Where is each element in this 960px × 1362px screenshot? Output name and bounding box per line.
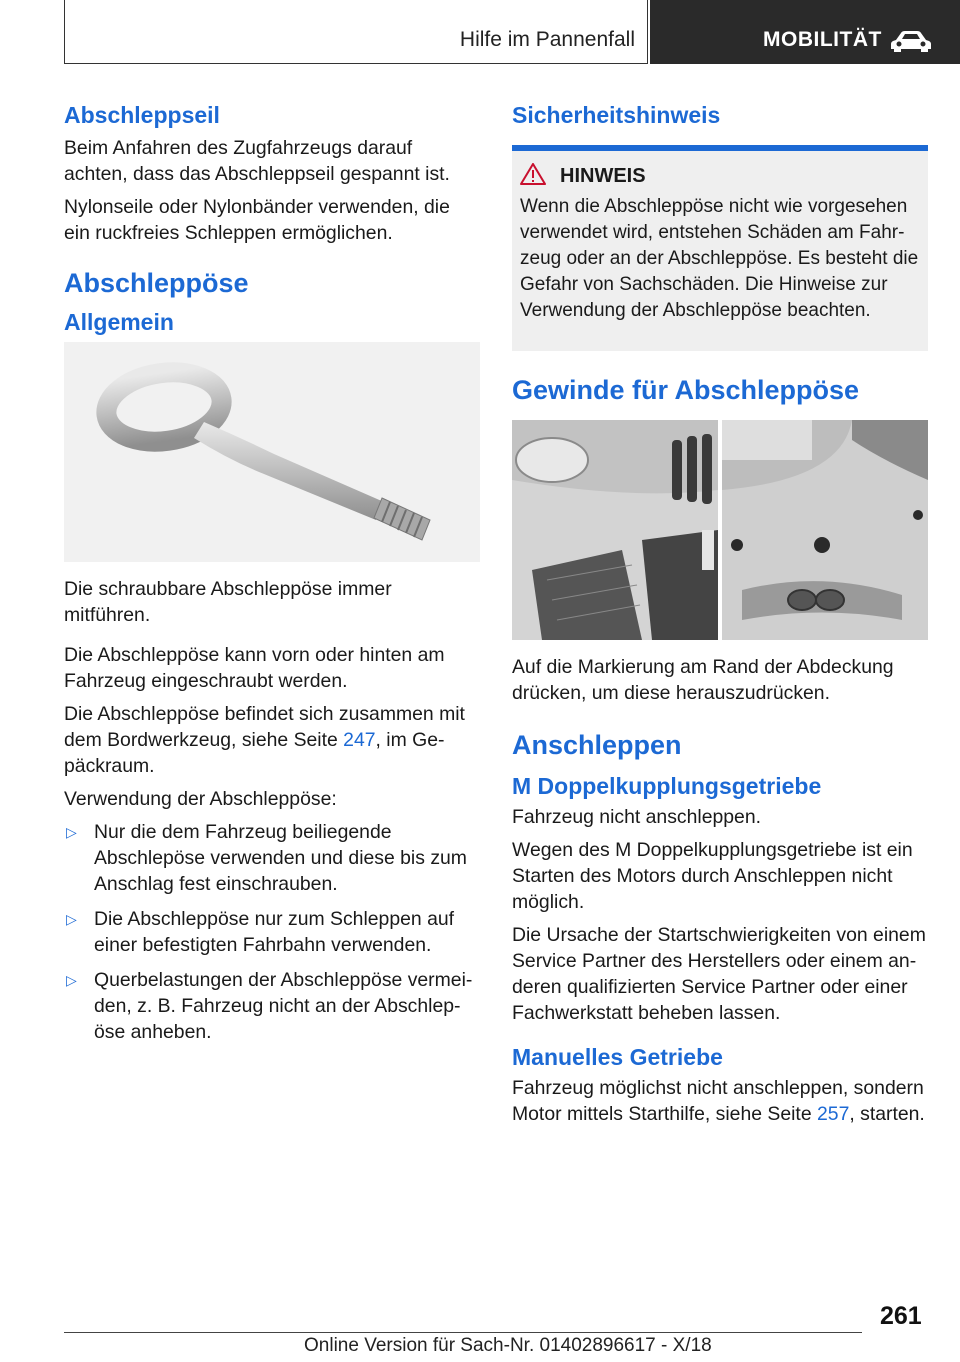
image-caption: Die schraubbare Abschleppöse immer mitführen. [64,578,392,626]
left-column [64,102,480,1054]
heading-abschleppoese: Abschleppöse [64,268,249,298]
header-section-box [64,0,648,64]
paragraph: Die Abschleppöse kann vorn oder hinten am Fahrzeug eingeschraubt werden. [64,644,445,692]
list-item: ▷ Querbelastungen der Abschleppöse vermeiden, z. B. Fahrzeug nicht an der Abschlepöse anheben. [66,969,473,1043]
notice-box [512,151,928,351]
heading-gewinde: Gewinde für Abschleppöse [512,375,860,405]
bullet-triangle-icon: ▷ [66,911,77,927]
paragraph: Wegen des M Doppelkupplungsgetriebe ist ein Starten des Motors durch Anschleppen nicht möglich. [512,839,913,913]
page-link-247[interactable]: 247 [343,729,376,751]
paragraph: Nylonseile oder Nylonbänder verwenden, die ein ruckfreies Schleppen ermöglichen. [64,196,450,244]
heading-abschleppseil: Abschleppseil [64,102,220,128]
paragraph: Fahrzeug nicht anschleppen. [512,806,762,828]
header-section-title: Hilfe im Pannenfall [459,28,635,51]
footer-rule [64,1332,862,1333]
paragraph: Beim Anfahren des Zugfahrzeugs darauf achten, dass das Abschleppseil gespannt ist. [64,137,450,185]
right-column [512,102,928,1134]
header-chapter-title: MOBILITÄT [763,28,882,51]
heading-m-doppelkupplungsgetriebe: M Doppelkupplungsgetriebe [512,773,822,799]
footer-version-text: Online Version für Sach-Nr. 01402896617 - X/18 [304,1335,712,1356]
bullet-triangle-icon: ▷ [66,824,77,840]
paragraph: Die Ursache der Startschwierigkeiten von einem Service Partner des Herstellers oder einem anderen qualifizierten Service Partner oder einer Fachwerkstatt beheben lassen. [512,924,926,1024]
warning-icon [520,163,546,185]
list-item: ▷ Die Abschleppöse nur zum Schleppen auf einer befestigten Fahrbahn verwenden. [66,908,455,956]
rear-bumper-photo [722,420,928,640]
front-bumper-photo [512,420,718,640]
page-number: 261 [880,1302,922,1330]
paragraph-with-link: Fahrzeug möglichst nicht anschleppen, sondern Motor mittels Starthilfe, siehe Seite 257, starten. [512,1077,925,1125]
page-link-257[interactable]: 257 [817,1103,850,1125]
notice-title: HINWEIS [560,165,920,188]
header-chapter-tab[interactable] [650,0,960,64]
tow-eye-illustration [64,342,480,562]
bullet-triangle-icon: ▷ [66,972,77,988]
heading-anschleppen: Anschleppen [512,730,682,760]
heading-allgemein: Allgemein [64,309,174,335]
paragraph: Verwendung der Abschleppöse: [64,788,337,810]
usage-list [64,819,480,1045]
paragraph-with-link: Die Abschleppöse befindet sich zusammen mit dem Bordwerkzeug, siehe Seite 247, im Gepäckraum. [64,703,465,777]
heading-manuelles-getriebe: Manuelles Getriebe [512,1044,723,1070]
car-icon [890,30,932,52]
heading-sicherheitshinweis: Sicherheitshinweis [512,102,721,128]
list-item: ▷ Nur die dem Fahrzeug beiliegende Abschlepöse verwenden und diese bis zum Anschlag fest einschrauben. [66,821,467,895]
notice-text: Wenn die Abschleppöse nicht wie vorgesehen verwendet wird, entstehen Schäden am Fahrzeug oder an der Abschleppöse. Es besteht die Gefahr von Sachschäden. Die Hinweise zur Verwendung der Abschleppöse beachten. [520,196,919,321]
vehicle-front-rear-photo [512,420,928,640]
paragraph: Auf die Markierung am Rand der Abdeckung drücken, um diese herauszudrücken. [512,656,894,704]
